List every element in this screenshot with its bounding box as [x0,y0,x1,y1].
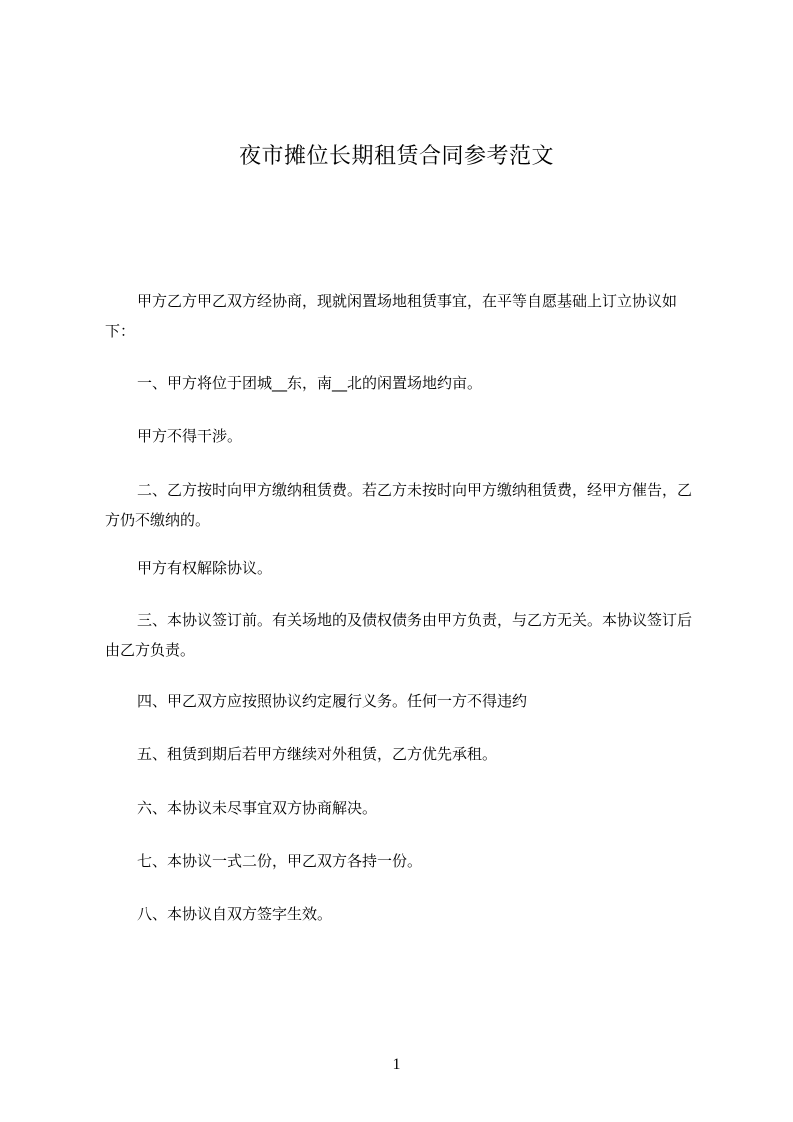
paragraph-text: 甲方不得干涉。 [137,427,243,445]
clause-7-paragraph [105,846,705,876]
paragraph-text: 一、甲方将位于团城__东，南__北的闲置场地约亩。 [137,374,483,392]
clause-1-note-paragraph [105,421,705,451]
page-number: 1 [392,1056,401,1073]
clause-2-paragraph [105,475,705,535]
clause-1-paragraph [105,368,705,398]
paragraph-text: 三、本协议签订前。有关场地的及债权债务由甲方负责，与乙方无关。本协议签订后由乙方负责。 [105,611,693,659]
clause-4-paragraph [105,686,705,716]
intro-paragraph [105,286,705,346]
paragraph-text: 六、本协议未尽事宜双方协商解决。 [137,799,378,817]
paragraph-text: 八、本协议自双方签字生效。 [137,905,333,923]
document-title: 夜市摊位长期租赁合同参考范文 [238,144,554,169]
clause-2-note-paragraph [105,553,705,583]
paragraph-text: 五、租赁到期后若甲方继续对外租赁，乙方优先承租。 [137,745,498,763]
paragraph-text: 四、甲乙双方应按照协议约定履行义务。任何一方不得违约 [137,692,528,710]
paragraph-text: 二、乙方按时向甲方缴纳租赁费。若乙方未按时向甲方缴纳租赁费，经甲方催告，乙方仍不缴纳的。 [105,481,693,529]
paragraph-text: 甲方乙方甲乙双方经协商，现就闲置场地租赁事宜，在平等自愿基础上订立协议如下： [105,292,678,340]
paragraph-text: 七、本协议一式二份，甲乙双方各持一份。 [137,852,423,870]
clause-5-paragraph [105,739,705,769]
paragraph-text: 甲方有权解除协议。 [137,559,273,577]
clause-3-paragraph [105,605,705,665]
clause-6-paragraph [105,793,705,823]
clause-8-paragraph [105,899,705,929]
